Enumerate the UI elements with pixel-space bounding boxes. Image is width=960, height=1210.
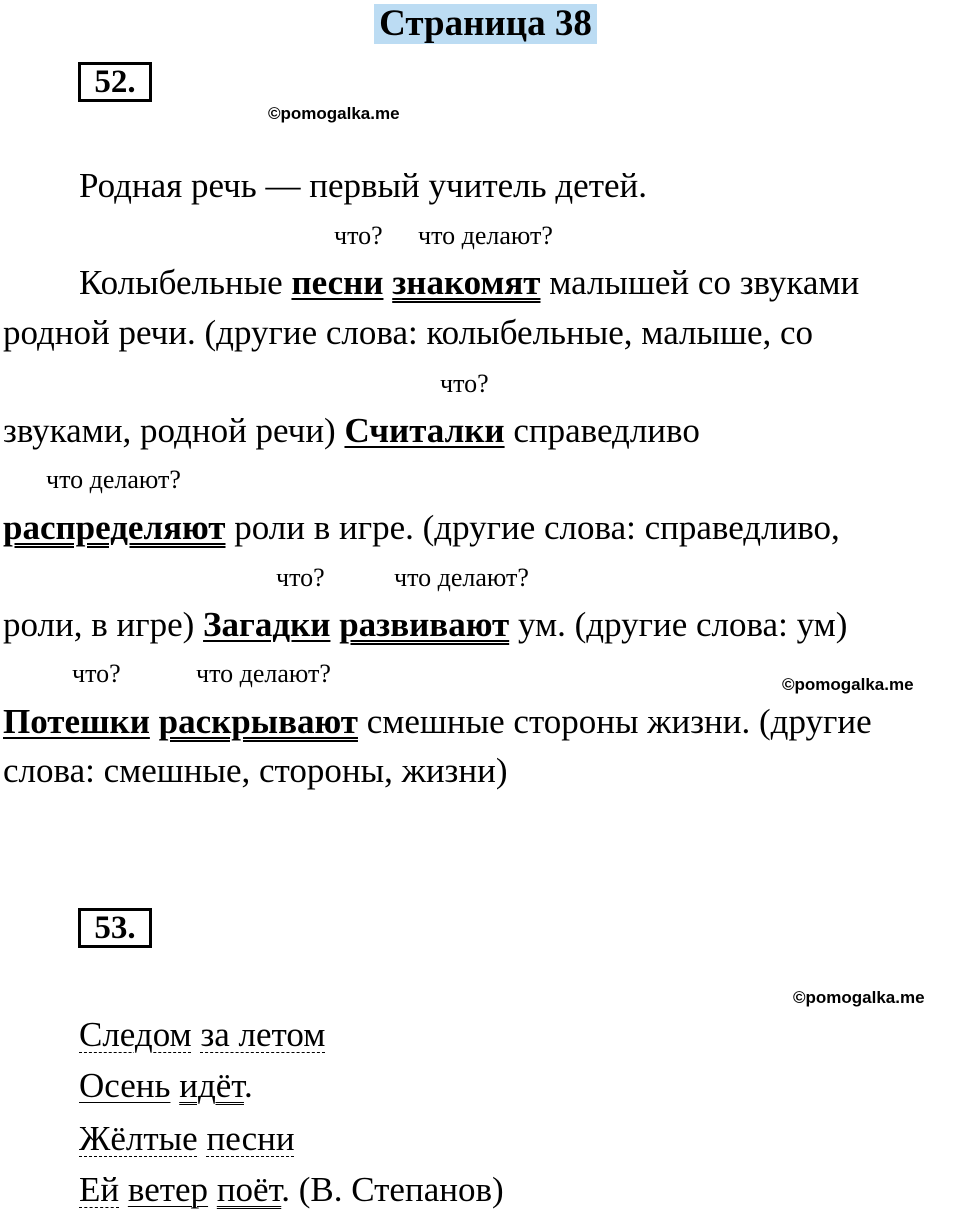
poem-line-1 <box>79 1015 325 1055</box>
subject-word: песни <box>291 263 384 302</box>
subject-word: ветер <box>127 1170 209 1209</box>
predicate-word: поёт <box>216 1170 282 1209</box>
plain-text: звуками, родной речи) <box>3 411 345 450</box>
text-line-1: Родная речь — первый учитель детей. <box>79 166 648 205</box>
exercise-number-text: 53 <box>94 910 128 946</box>
object-word: Ей <box>79 1170 120 1209</box>
question-label: что? <box>334 221 383 250</box>
circumstance-word: за летом <box>200 1015 326 1054</box>
subject-word: Осень <box>79 1066 171 1105</box>
watermark: ©pomogalka.me <box>793 988 925 1007</box>
exercise-52-number <box>78 62 152 102</box>
page-title: Страница 38 <box>374 4 597 44</box>
text-line-7 <box>3 702 872 742</box>
question-label: что делают? <box>46 465 181 494</box>
poem-line-2 <box>79 1066 253 1106</box>
exercise-number-dot: . <box>127 910 136 946</box>
object-word: песни <box>206 1119 295 1158</box>
question-label: что делают? <box>418 221 553 250</box>
subject-word: Потешки <box>3 702 150 741</box>
question-label: что делают? <box>196 659 331 688</box>
question-label: что делают? <box>394 563 529 592</box>
poem-line-3 <box>79 1119 295 1159</box>
plain-text: справедливо <box>504 411 700 450</box>
question-label: что? <box>440 369 489 398</box>
subject-word: Загадки <box>203 605 331 644</box>
exercise-number-text: 52 <box>94 64 128 100</box>
predicate-word: идёт <box>179 1066 244 1105</box>
text-line-3: родной речи. (другие слова: колыбельные, малыше, со <box>3 313 814 352</box>
attribute-word: Жёлтые <box>79 1119 198 1158</box>
text-line-5 <box>3 508 840 548</box>
predicate-word: развивают <box>339 605 510 644</box>
text-line-2 <box>79 263 859 303</box>
exercise-53-number <box>78 908 152 948</box>
plain-text: . (В. Степанов) <box>281 1170 504 1209</box>
plain-text: роли, в игре) <box>3 605 204 644</box>
subject-word: Считалки <box>344 411 505 450</box>
circumstance-word: Следом <box>79 1015 192 1054</box>
text-line-6 <box>3 605 847 645</box>
poem-line-4 <box>79 1170 504 1210</box>
predicate-word: раскрывают <box>158 702 358 741</box>
plain-text: роли в игре. (другие слова: справедливо, <box>225 508 840 547</box>
watermark: ©pomogalka.me <box>782 675 914 694</box>
plain-text: . <box>243 1066 253 1105</box>
predicate-word: распределяют <box>3 508 226 547</box>
plain-text: смешные стороны жизни. (другие <box>357 702 872 741</box>
exercise-number-dot: . <box>127 64 136 100</box>
plain-text: ум. (другие слова: ум) <box>509 605 848 644</box>
plain-text: малышей со звуками <box>540 263 860 302</box>
text-line-8: слова: смешные, стороны, жизни) <box>3 751 508 790</box>
predicate-word: знакомят <box>392 263 541 302</box>
question-label: что? <box>72 659 121 688</box>
question-label: что? <box>276 563 325 592</box>
plain-text: Колыбельные <box>79 263 292 302</box>
watermark: ©pomogalka.me <box>268 104 400 123</box>
text-line-4 <box>3 411 700 451</box>
